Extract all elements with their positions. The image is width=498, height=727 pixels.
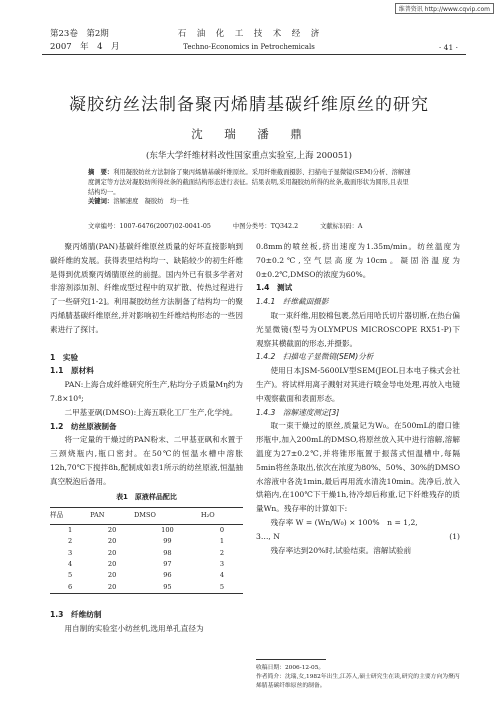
paragraph-spinning-cont: 0.8mm的喷丝板,挤出速度为1.35m/min。纺丝温度为70±0.2℃,空气层高度为10cm。凝固浴温度为0±0.2℃,DMSO的浓度为60%。 bbox=[256, 242, 460, 279]
table-row bbox=[50, 570, 243, 581]
table-cell: 2 bbox=[67, 537, 73, 546]
table-cell: 3 bbox=[219, 560, 225, 569]
equation: 残存率 W = (Wn/W₀) × 100% n = 1,2, bbox=[270, 517, 418, 527]
paragraph-sem: 使用日本JSM-5600LV型SEM(JEOL日本电子株式会社生产)。将试样用离子溅射对其进行喷金导电处理,再放入电镜中观察截面和表面形态。 bbox=[256, 366, 460, 403]
subsection-heading-testing: 1.4 测试 bbox=[256, 283, 293, 293]
table-cell: 20 bbox=[107, 560, 117, 569]
classification-number: 中图分类号：TQ342.2 bbox=[232, 223, 299, 230]
table-caption: 表1 原液样品配比 bbox=[116, 492, 177, 501]
equation-number: (1) bbox=[449, 531, 460, 541]
header-rule bbox=[42, 54, 466, 55]
table-cell: 99 bbox=[163, 537, 172, 546]
received-date: 收稿日期：2006-12-05。 bbox=[256, 665, 325, 671]
subsection-heading-spinning: 1.3 纤维纺制 bbox=[50, 609, 102, 619]
article-title: 凝胶纺丝法制备聚丙烯腈基碳纤维原丝的研究 bbox=[69, 95, 429, 115]
affiliation: (东华大学纤维材料改性国家重点实验室,上海 200051) bbox=[146, 151, 352, 161]
table-cell: 97 bbox=[163, 560, 172, 569]
table-cell: 6 bbox=[50, 582, 90, 594]
table-cell: 20 bbox=[107, 548, 117, 557]
article-meta bbox=[88, 221, 418, 230]
issue-volume: 第23卷 第2期 bbox=[50, 29, 109, 39]
paragraph-dmso: 二甲基亚砜(DMSO):上海五联化工厂生产,化学纯。 bbox=[64, 407, 238, 417]
watermark: 维普资讯 http://www.cqvip.com bbox=[395, 3, 494, 14]
table-cell: 0 bbox=[219, 526, 225, 535]
table-cell: 5 bbox=[201, 582, 243, 594]
table-header-water: H₂O bbox=[201, 508, 243, 525]
table-row bbox=[50, 548, 243, 559]
article-number: 文章编号：1007-6476(2007)02-0041-05 bbox=[88, 223, 211, 230]
table-cell: 100 bbox=[161, 526, 174, 535]
table-cell: 1 bbox=[67, 526, 73, 535]
table-cell: 5 bbox=[67, 571, 73, 580]
table-row bbox=[50, 582, 243, 594]
equation-line-2 bbox=[256, 530, 460, 544]
paragraph-last: 残存率达到20%时,试验结束。溶解试验前 bbox=[270, 545, 412, 555]
table-header-pan: PAN bbox=[90, 508, 134, 525]
table-cell: 20 bbox=[90, 582, 134, 594]
table-cell: 95 bbox=[134, 582, 201, 594]
abstract-label: 摘 要： bbox=[88, 169, 114, 176]
keywords-label: 关键词： bbox=[88, 198, 114, 206]
table-cell: 3 bbox=[67, 548, 73, 557]
table-cell: 20 bbox=[107, 571, 117, 580]
equation-cont: 3…, N bbox=[256, 531, 280, 541]
table-cell: 98 bbox=[163, 548, 172, 557]
subsubsection-heading-dissolution: 1.4.3 溶解速度测定[3] bbox=[256, 407, 340, 417]
abstract-text: 利用凝胶纺丝方法制备了聚丙烯腈基碳纤维原丝。采用纤维截面摄影、扫描电子显微镜(SEM)分析、溶解速度测定等方法对凝胶纺所得丝条的截面结构形态进行表征。结果表明,采用凝胶纺所得的丝条,截面形状为圆形,且表里结构均一。 bbox=[88, 169, 411, 196]
formulation-table bbox=[50, 507, 243, 594]
subsection-heading-dope: 1.2 纺丝原液制备 bbox=[50, 421, 117, 431]
table-cell: 1 bbox=[219, 537, 225, 546]
author-bio: 作者简介：沈瑞,女,1982年出生,江苏人,硕士研究生在读,研究的主要方向为聚丙烯腈基碳纤维原丝的制备。 bbox=[256, 674, 460, 689]
table-row bbox=[50, 525, 243, 537]
paragraph-spinning: 用自制的实验室小纺丝机,选用单孔直径为 bbox=[64, 623, 204, 633]
page-number: · 41 · bbox=[438, 43, 458, 52]
intro-paragraph: 聚丙烯腈(PAN)基碳纤维原丝质量的好坏直接影响到碳纤维的发展。获得表里结构均一、缺陷较少的初生纤维是得到优质聚丙烯腈原丝的前提。国内外已有很多学者对非溶剂添加剂、纤维成型过程中的双扩散、传热过程进行了一些研究[1-2]。利用凝胶纺丝方法制备了结构均一的聚丙烯腈基碳纤维原丝,并对影响初生纤维结构形态的一些因素进行了探讨。 bbox=[50, 242, 243, 334]
subsubsection-heading-section: 1.4.1 纤维截面摄影 bbox=[256, 297, 329, 307]
right-column bbox=[256, 240, 460, 557]
document-code: 文献标识码：A bbox=[320, 223, 363, 230]
issue-date: 2007 年 4 月 bbox=[50, 42, 120, 52]
keywords: 溶解速度 凝胶纺 均一性 bbox=[113, 198, 189, 206]
table-cell: 4 bbox=[67, 560, 73, 569]
footnote-rule bbox=[256, 659, 326, 660]
paragraph-dope: 将一定量的干燥过的PAN粉末、二甲基亚砜和水置于三颈烧瓶内,瓶口密封。在50℃的恒温水槽中溶胀12h,70℃下搅拌8h,配制成如表1所示的纺丝原液,恒温抽真空脱泡后备用。 bbox=[50, 435, 243, 486]
authors: 沈 瑞 潘 鼎 bbox=[191, 127, 307, 141]
section-heading-experiment: 1 实验 bbox=[50, 352, 79, 362]
table-header-sample: 样品 bbox=[50, 508, 90, 525]
abstract bbox=[88, 168, 412, 207]
journal-name-cn: 石 油 化 工 技 术 经 济 bbox=[177, 29, 321, 39]
footnote bbox=[256, 664, 460, 691]
table-cell: 4 bbox=[219, 571, 225, 580]
table-header-dmso: DMSO bbox=[134, 508, 201, 525]
paragraph-pan: PAN:上海合成纤维研究所生产,粘均分子质量Mη约为7.8×10⁴; bbox=[50, 380, 243, 403]
subsection-heading-materials: 1.1 原材料 bbox=[50, 366, 94, 376]
table-cell: 20 bbox=[107, 537, 117, 546]
left-column bbox=[50, 240, 243, 636]
table-row bbox=[50, 559, 243, 570]
subsubsection-heading-sem: 1.4.2 扫描电子显微镜(SEM)分析 bbox=[256, 352, 374, 362]
table-cell: 2 bbox=[219, 548, 225, 557]
table-cell: 20 bbox=[107, 526, 117, 535]
journal-name-en: Techno-Economics in Petrochemicals bbox=[183, 43, 315, 51]
table-cell: 96 bbox=[163, 571, 172, 580]
paragraph-dissolution: 取一束干燥过的原丝,质量记为W₀。在500mL的磨口锥形瓶中,加入200mL的DMSO,将原丝放入其中进行溶解,溶解温度为27±0.2℃,并将锥形瓶置于振荡式恒温槽中,每隔5min将丝条取出,依次在浓度为80%、50%、30%的DMSO水溶液中各洗1min,最后再用流水清洗10min。洗净后,放入烘箱内,在100℃下干燥1h,待冷却后称重,记下纤维残存的质量Wn。残存率的计算如下: bbox=[256, 421, 461, 514]
table-row bbox=[50, 536, 243, 547]
paragraph-section-photo: 取一束纤维,用胶棉包裹,然后用哈氏切片器切断,在热台偏光显微镜(型号为OLYMPUS MICROSCOPE RX51-P)下观察其横截面的形态,并摄影。 bbox=[256, 310, 460, 348]
